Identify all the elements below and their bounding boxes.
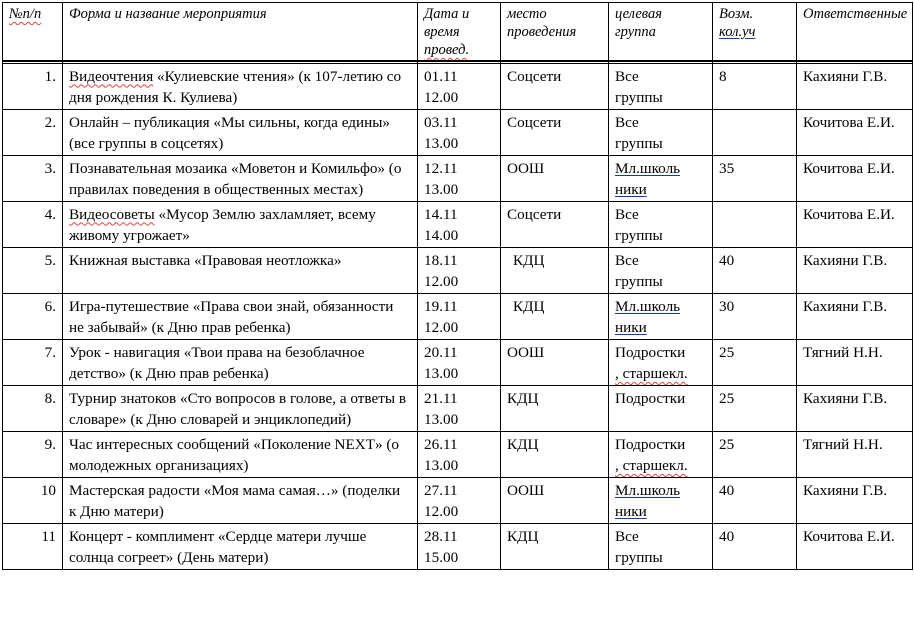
row-number: 4. xyxy=(3,201,63,247)
event-date: 21.11 xyxy=(424,389,458,407)
event-group-text: Все xyxy=(615,205,639,223)
event-responsible: Кахияни Г.В. xyxy=(797,293,913,339)
event-group: Все группы xyxy=(609,523,713,569)
header-num: №п/п xyxy=(3,3,63,61)
table-body xyxy=(3,61,913,570)
event-time: 13.00 xyxy=(424,457,459,474)
event-name xyxy=(63,523,418,569)
event-place: КДЦ xyxy=(501,523,609,569)
event-participants: 30 xyxy=(713,293,797,339)
row-number: 9. xyxy=(3,431,63,477)
event-name xyxy=(63,247,418,293)
event-date-time xyxy=(418,523,501,569)
event-time: 13.00 xyxy=(424,365,459,382)
event-place: КДЦ xyxy=(501,247,609,293)
event-group xyxy=(609,385,713,431)
header-row xyxy=(3,3,913,61)
event-name-keyword: Видеосоветы xyxy=(69,205,155,223)
event-group-text: Мл.школь xyxy=(615,159,681,177)
header-place: место проведения xyxy=(501,3,609,61)
event-name xyxy=(63,477,418,523)
event-group: Мл.школь ники xyxy=(609,293,713,339)
event-time: 14.00 xyxy=(424,227,459,244)
table-row xyxy=(3,339,913,385)
row-number: 1. xyxy=(3,63,63,109)
event-date-time xyxy=(418,293,501,339)
event-time: 13.00 xyxy=(424,181,459,198)
row-number: 7. xyxy=(3,339,63,385)
event-responsible: Кахияни Г.В. xyxy=(797,477,913,523)
event-name-text: Урок - навигация «Твои права на безоблачное детство» (к Дню прав ребенка) xyxy=(69,343,365,382)
event-group: Мл.школь ники xyxy=(609,477,713,523)
table-row xyxy=(3,293,913,339)
table-row xyxy=(3,109,913,155)
event-date-time xyxy=(418,109,501,155)
event-group-text: Мл.школь xyxy=(615,481,681,499)
event-group: Все группы xyxy=(609,63,713,109)
event-time: 12.00 xyxy=(424,503,459,520)
row-number: 3. xyxy=(3,155,63,201)
event-participants: 35 xyxy=(713,155,797,201)
event-name-text: Мастерская радости «Моя мама самая…» (поделки к Дню матери) xyxy=(69,481,401,520)
event-group: Подростки , старшекл. xyxy=(609,339,713,385)
event-place: КДЦ xyxy=(501,293,609,339)
event-place: ООШ xyxy=(501,155,609,201)
event-group-text: Подростки xyxy=(615,389,686,407)
event-date: 27.11 xyxy=(424,481,458,499)
table-row xyxy=(3,155,913,201)
row-number: 10 xyxy=(3,477,63,523)
event-date-time xyxy=(418,385,501,431)
row-number: 6. xyxy=(3,293,63,339)
event-group-text: Подростки xyxy=(615,435,686,453)
event-date: 12.11 xyxy=(424,159,458,177)
event-date-time xyxy=(418,477,501,523)
event-participants: 40 xyxy=(713,477,797,523)
event-participants: 25 xyxy=(713,385,797,431)
event-name-text: Книжная выставка «Правовая неотложка» xyxy=(69,251,342,269)
event-date-time xyxy=(418,201,501,247)
event-responsible: Кочитова Е.И. xyxy=(797,109,913,155)
event-date: 14.11 xyxy=(424,205,458,223)
row-number: 5. xyxy=(3,247,63,293)
event-name xyxy=(63,385,418,431)
event-date: 19.11 xyxy=(424,297,458,315)
event-name xyxy=(63,293,418,339)
event-responsible: Кочитова Е.И. xyxy=(797,201,913,247)
event-date: 03.11 xyxy=(424,113,458,131)
event-participants xyxy=(713,109,797,155)
event-group-text: Все xyxy=(615,527,639,545)
event-place: КДЦ xyxy=(501,431,609,477)
event-date: 01.11 xyxy=(424,67,458,85)
event-place: Соцсети xyxy=(501,201,609,247)
event-name-text: «Мусор Землю захламляет, всему живому угрожает» xyxy=(69,205,376,244)
event-date: 28.11 xyxy=(424,527,458,545)
event-responsible: Тягний Н.Н. xyxy=(797,339,913,385)
event-place: КДЦ xyxy=(501,385,609,431)
table-row xyxy=(3,523,913,569)
table-row xyxy=(3,431,913,477)
event-group-text: Все xyxy=(615,251,639,269)
event-group-text: Мл.школь xyxy=(615,297,681,315)
event-group-text: Все xyxy=(615,67,639,85)
event-date-time xyxy=(418,431,501,477)
event-place: ООШ xyxy=(501,339,609,385)
header-name: Форма и название мероприятия xyxy=(63,3,418,61)
event-date-time xyxy=(418,339,501,385)
event-name-text: Игра-путешествие «Права свои знай, обязанности не забывай» (к Дню прав ребенка) xyxy=(69,297,394,336)
event-time: 13.00 xyxy=(424,411,459,428)
event-name-text: Познавательная мозаика «Моветон и Комильфо» (о правилах поведения в общественных местах) xyxy=(69,159,402,198)
row-number: 2. xyxy=(3,109,63,155)
event-group: Мл.школь ники xyxy=(609,155,713,201)
header-resp: Ответственные xyxy=(797,3,913,61)
event-participants: 25 xyxy=(713,431,797,477)
event-place: ООШ xyxy=(501,477,609,523)
event-name xyxy=(63,155,418,201)
event-responsible: Кахияни Г.В. xyxy=(797,247,913,293)
event-name-text: Онлайн – публикация «Мы сильны, когда едины» (все группы в соцсетях) xyxy=(69,113,391,152)
event-responsible: Кочитова Е.И. xyxy=(797,523,913,569)
event-time: 12.00 xyxy=(424,319,459,336)
event-responsible: Кочитова Е.И. xyxy=(797,155,913,201)
event-name xyxy=(63,109,418,155)
header-age: Возм. кол.уч xyxy=(713,3,797,61)
row-number: 8. xyxy=(3,385,63,431)
event-name-text: Турнир знатоков «Сто вопросов в голове, а ответы в словаре» (к Дню словарей и энциклопедий) xyxy=(69,389,407,428)
event-time: 15.00 xyxy=(424,549,459,566)
table-row xyxy=(3,201,913,247)
event-responsible: Кахияни Г.В. xyxy=(797,63,913,109)
event-group-text: Все xyxy=(615,113,639,131)
event-time: 12.00 xyxy=(424,89,459,106)
table-row xyxy=(3,385,913,431)
event-date: 18.11 xyxy=(424,251,458,269)
event-time: 13.00 xyxy=(424,135,459,152)
events-table xyxy=(2,2,913,570)
event-responsible: Тягний Н.Н. xyxy=(797,431,913,477)
event-group: Все группы xyxy=(609,109,713,155)
header-date: Дата и время провед. xyxy=(418,3,501,61)
table-row xyxy=(3,477,913,523)
event-name-text: «Кулиевские чтения» (к 107-летию со дня рождения К. Кулиева) xyxy=(69,67,402,106)
event-name xyxy=(63,201,418,247)
event-participants xyxy=(713,201,797,247)
event-group: Подростки , старшекл. xyxy=(609,431,713,477)
event-group: Все группы xyxy=(609,247,713,293)
table-row xyxy=(3,247,913,293)
event-name-keyword: Видеочтения xyxy=(69,67,154,85)
event-group-text: Подростки xyxy=(615,343,686,361)
event-responsible: Кахияни Г.В. xyxy=(797,385,913,431)
event-participants: 25 xyxy=(713,339,797,385)
table-row xyxy=(3,63,913,109)
event-name xyxy=(63,431,418,477)
event-name xyxy=(63,63,418,109)
event-place: Соцсети xyxy=(501,109,609,155)
event-time: 12.00 xyxy=(424,273,459,290)
event-participants: 40 xyxy=(713,247,797,293)
event-name-text: Концерт - комплимент «Сердце матери лучше солнца согреет» (День матери) xyxy=(69,527,367,566)
event-date-time xyxy=(418,63,501,109)
row-number: 11 xyxy=(3,523,63,569)
event-participants: 40 xyxy=(713,523,797,569)
event-name-text: Час интересных сообщений «Поколение NEXT» (о молодежных организациях) xyxy=(69,435,400,474)
event-group: Все группы xyxy=(609,201,713,247)
header-group: целевая группа xyxy=(609,3,713,61)
event-place: Соцсети xyxy=(501,63,609,109)
event-date-time xyxy=(418,155,501,201)
event-date: 26.11 xyxy=(424,435,458,453)
event-date: 20.11 xyxy=(424,343,458,361)
event-name xyxy=(63,339,418,385)
event-date-time xyxy=(418,247,501,293)
event-participants: 8 xyxy=(713,63,797,109)
